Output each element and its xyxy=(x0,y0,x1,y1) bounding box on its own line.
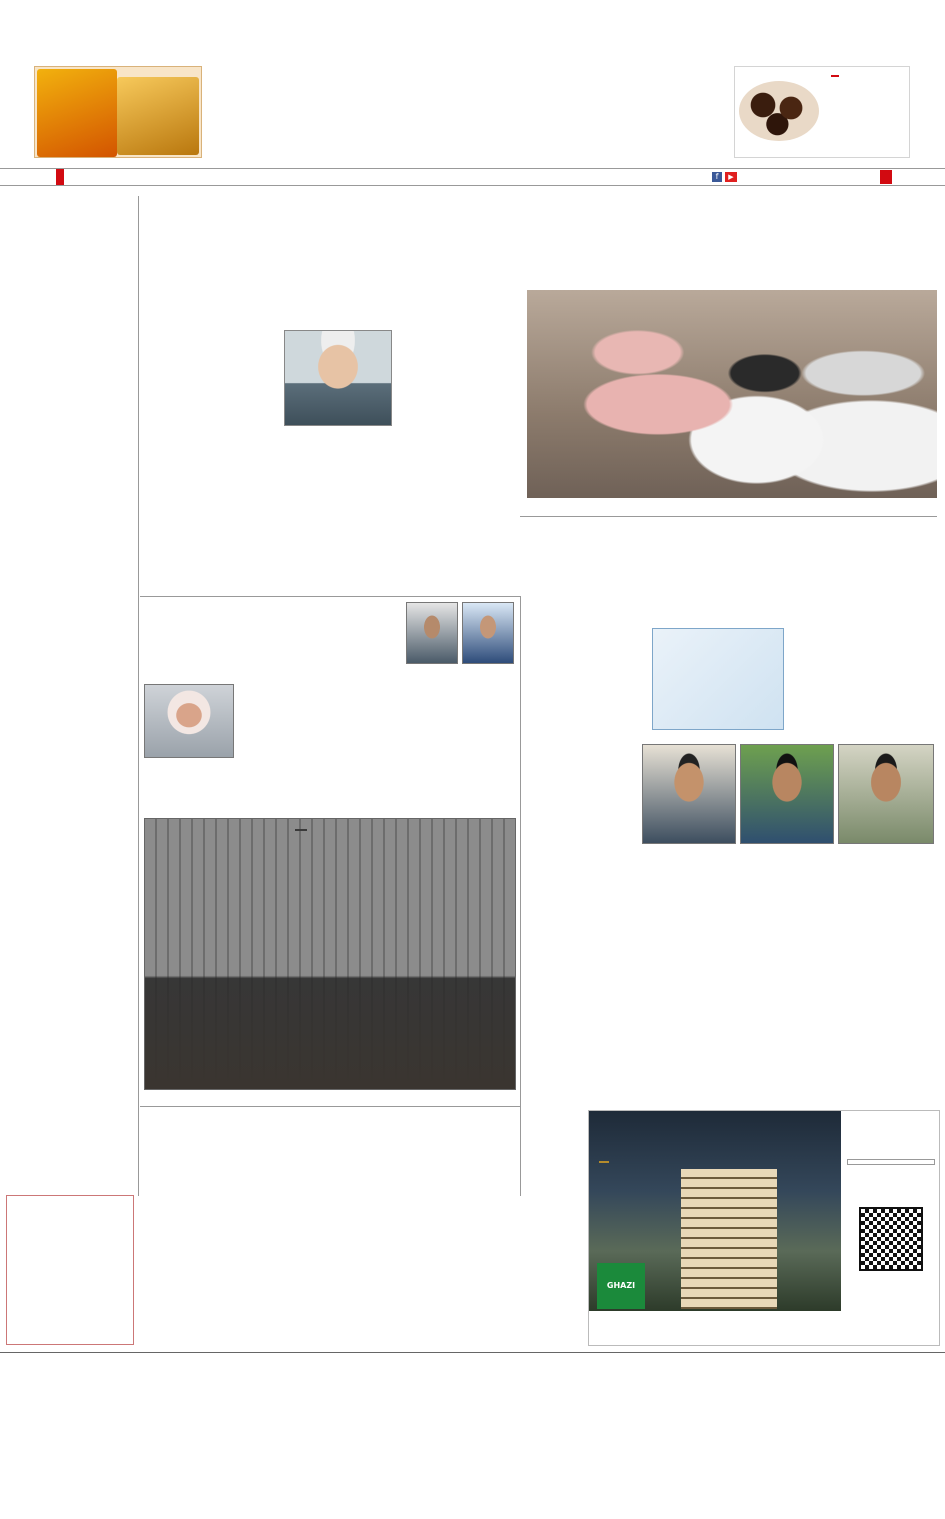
ksrm-ad[interactable] xyxy=(652,628,784,730)
lead-col2 xyxy=(404,292,514,652)
kalojam-ad[interactable] xyxy=(734,66,910,158)
thana-col1 xyxy=(144,1210,332,1340)
hasina-col2 xyxy=(404,684,518,748)
hasan-text-left xyxy=(642,956,934,1012)
haroon-rashid-photo xyxy=(838,744,934,844)
facebook-icon[interactable]: f xyxy=(712,172,722,182)
un-text xyxy=(6,492,134,658)
khaleda-col2 xyxy=(790,598,936,738)
palak-photo xyxy=(740,744,834,844)
bnp-box xyxy=(404,600,516,680)
yunus-box xyxy=(274,330,402,616)
ad-line1 xyxy=(831,75,839,77)
jamaat-khaleda-meeting-photo xyxy=(527,290,937,498)
ghazi-river-view-ad[interactable] xyxy=(588,1110,940,1346)
year-number xyxy=(56,169,64,185)
ghazi-location xyxy=(599,1161,609,1163)
thana-sign xyxy=(295,829,307,831)
masthead xyxy=(0,0,945,168)
salahuddin-photo xyxy=(462,602,514,664)
lead-col1 xyxy=(144,292,270,656)
yunus-name-text xyxy=(526,936,634,1044)
mamun-photo xyxy=(406,602,458,664)
left-column xyxy=(6,196,134,1196)
hasina-photo xyxy=(144,684,234,758)
biscuit-ad[interactable] xyxy=(34,66,202,158)
biscuit-pack-2 xyxy=(117,77,199,155)
amu-text xyxy=(6,1068,134,1188)
ghazi-logo: GHAZI xyxy=(597,1263,645,1309)
jatrabari-thana-photo xyxy=(144,818,516,1090)
iso-badge xyxy=(847,1159,935,1165)
info-bar xyxy=(0,168,945,186)
youtube-icon[interactable]: ▶ xyxy=(725,172,737,182)
kalojam-image xyxy=(739,81,819,141)
journalists-text xyxy=(6,908,134,1000)
yunus-text xyxy=(274,520,402,612)
hasina-col3 xyxy=(404,752,518,810)
prayer-times-box xyxy=(6,1195,134,1345)
khaleda-col1 xyxy=(520,598,648,738)
thana-col2 xyxy=(336,1210,516,1340)
attacks-text xyxy=(526,780,634,876)
building-render xyxy=(681,1169,777,1309)
day-label xyxy=(880,170,892,184)
lead-col3 xyxy=(274,292,402,326)
qr-code-icon[interactable] xyxy=(859,1207,923,1271)
yunus-photo xyxy=(284,330,392,426)
hasina-col1 xyxy=(236,684,402,812)
army-text xyxy=(6,258,134,408)
hasan-mahmud-photo xyxy=(642,744,736,844)
biscuit-pack xyxy=(37,69,117,157)
